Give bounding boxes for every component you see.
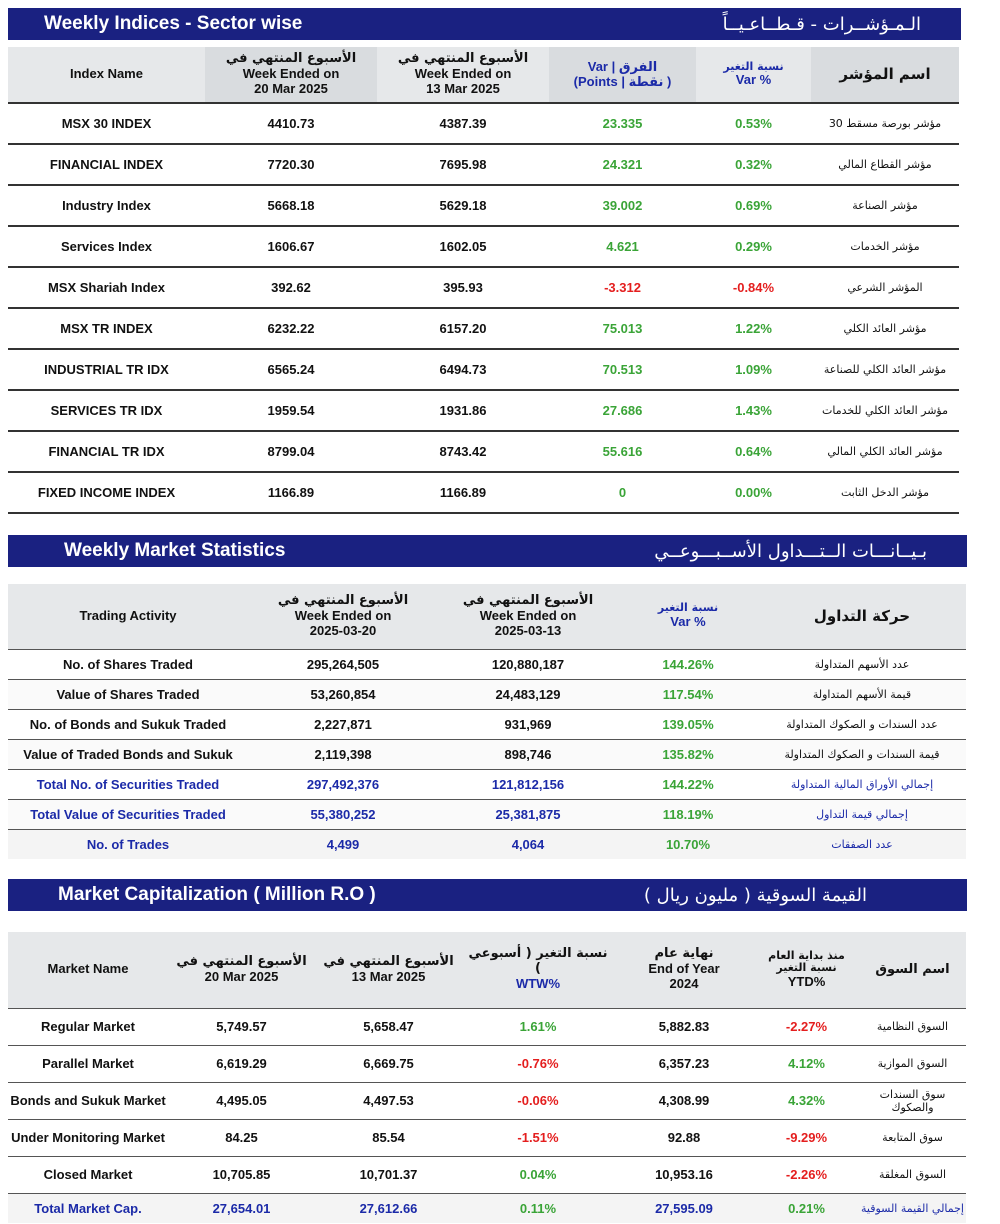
indices-banner bbox=[8, 8, 961, 40]
index-name: FIXED INCOME INDEX bbox=[8, 472, 205, 513]
index-week2-value: 1931.86 bbox=[377, 390, 549, 431]
index-var-points: 24.321 bbox=[549, 144, 696, 185]
index-week1-value: 392.62 bbox=[205, 267, 377, 308]
index-row bbox=[8, 103, 959, 144]
statistics-table bbox=[8, 584, 966, 859]
market-wtw-pct: -0.06% bbox=[462, 1082, 614, 1119]
market-week1-value: 84.25 bbox=[168, 1119, 315, 1156]
index-name: FINANCIAL INDEX bbox=[8, 144, 205, 185]
index-week2-value: 1166.89 bbox=[377, 472, 549, 513]
statistics-row bbox=[8, 739, 966, 769]
activity-name-ar: إجمالي الأوراق المالية المتداولة bbox=[758, 769, 966, 799]
market-week2-value: 85.54 bbox=[315, 1119, 462, 1156]
index-week1-value: 5668.18 bbox=[205, 185, 377, 226]
statistics-row bbox=[8, 829, 966, 859]
activity-week2-value: 898,746 bbox=[438, 739, 618, 769]
index-week1-value: 7720.30 bbox=[205, 144, 377, 185]
market-row bbox=[8, 1119, 966, 1156]
statistics-title-en: Weekly Market Statistics bbox=[64, 540, 286, 561]
market-wtw-pct: 1.61% bbox=[462, 1008, 614, 1045]
market-eoy-value: 6,357.23 bbox=[614, 1045, 754, 1082]
index-row bbox=[8, 431, 959, 472]
index-name: MSX 30 INDEX bbox=[8, 103, 205, 144]
statistics-row bbox=[8, 679, 966, 709]
index-var-points: 23.335 bbox=[549, 103, 696, 144]
index-week1-value: 1959.54 bbox=[205, 390, 377, 431]
index-row bbox=[8, 390, 959, 431]
index-var-points: -3.312 bbox=[549, 267, 696, 308]
activity-name: Total Value of Securities Traded bbox=[8, 799, 248, 829]
indices-title-en: Weekly Indices - Sector wise bbox=[44, 13, 303, 34]
index-var-points: 75.013 bbox=[549, 308, 696, 349]
market-row bbox=[8, 1156, 966, 1193]
col-activity-ar: حركة التداول bbox=[758, 584, 966, 649]
activity-week1-value: 55,380,252 bbox=[248, 799, 438, 829]
index-var-points: 55.616 bbox=[549, 431, 696, 472]
market-ytd-pct: 4.12% bbox=[754, 1045, 859, 1082]
activity-week2-value: 25,381,875 bbox=[438, 799, 618, 829]
col-name-ar: اسم المؤشر bbox=[811, 47, 959, 103]
activity-name: No. of Bonds and Sukuk Traded bbox=[8, 709, 248, 739]
index-row bbox=[8, 472, 959, 513]
index-row bbox=[8, 144, 959, 185]
index-var-pct: 1.22% bbox=[696, 308, 811, 349]
index-var-pct: -0.84% bbox=[696, 267, 811, 308]
market-cap-banner bbox=[8, 879, 967, 911]
index-week1-value: 6565.24 bbox=[205, 349, 377, 390]
index-var-pct: 0.29% bbox=[696, 226, 811, 267]
indices-header-row bbox=[8, 47, 959, 103]
activity-week2-value: 24,483,129 bbox=[438, 679, 618, 709]
statistics-banner bbox=[8, 535, 967, 567]
market-name-ar: سوق السندات والصكوك bbox=[859, 1082, 966, 1119]
index-week2-value: 5629.18 bbox=[377, 185, 549, 226]
index-name: INDUSTRIAL TR IDX bbox=[8, 349, 205, 390]
index-var-pct: 0.32% bbox=[696, 144, 811, 185]
index-name: Industry Index bbox=[8, 185, 205, 226]
market-name: Under Monitoring Market bbox=[8, 1119, 168, 1156]
market-row bbox=[8, 1008, 966, 1045]
activity-name-ar: قيمة السندات و الصكوك المتداولة bbox=[758, 739, 966, 769]
market-eoy-value: 10,953.16 bbox=[614, 1156, 754, 1193]
market-week2-value: 6,669.75 bbox=[315, 1045, 462, 1082]
index-var-pct: 1.09% bbox=[696, 349, 811, 390]
index-name: Services Index bbox=[8, 226, 205, 267]
statistics-row bbox=[8, 709, 966, 739]
index-var-points: 70.513 bbox=[549, 349, 696, 390]
col-var-pct: نسبة التغير Var % bbox=[618, 584, 758, 649]
market-row bbox=[8, 1193, 966, 1223]
index-week2-value: 395.93 bbox=[377, 267, 549, 308]
index-name: SERVICES TR IDX bbox=[8, 390, 205, 431]
activity-week1-value: 2,227,871 bbox=[248, 709, 438, 739]
activity-week2-value: 120,880,187 bbox=[438, 649, 618, 679]
market-name-ar: إجمالي القيمة السوقية bbox=[859, 1193, 966, 1223]
index-row bbox=[8, 308, 959, 349]
col-var-points: Var | الفرق (Points | نقطة ) bbox=[549, 47, 696, 103]
col-market-ar: اسم السوق bbox=[859, 932, 966, 1008]
index-var-points: 4.621 bbox=[549, 226, 696, 267]
activity-name: Total No. of Securities Traded bbox=[8, 769, 248, 799]
col-eoy: نهاية عام End of Year 2024 bbox=[614, 932, 754, 1008]
market-name: Closed Market bbox=[8, 1156, 168, 1193]
index-week1-value: 1606.67 bbox=[205, 226, 377, 267]
market-eoy-value: 4,308.99 bbox=[614, 1082, 754, 1119]
market-wtw-pct: 0.04% bbox=[462, 1156, 614, 1193]
activity-name: No. of Shares Traded bbox=[8, 649, 248, 679]
index-week2-value: 6494.73 bbox=[377, 349, 549, 390]
index-name-ar: المؤشر الشرعي bbox=[811, 267, 959, 308]
activity-var-pct: 118.19% bbox=[618, 799, 758, 829]
market-cap-header-row bbox=[8, 932, 966, 1008]
activity-week1-value: 295,264,505 bbox=[248, 649, 438, 679]
activity-week1-value: 297,492,376 bbox=[248, 769, 438, 799]
market-name: Bonds and Sukuk Market bbox=[8, 1082, 168, 1119]
index-name-ar: مؤشر العائد الكلي bbox=[811, 308, 959, 349]
index-name-ar: مؤشر الدخل الثابت bbox=[811, 472, 959, 513]
market-name: Regular Market bbox=[8, 1008, 168, 1045]
activity-var-pct: 10.70% bbox=[618, 829, 758, 859]
activity-name-ar: عدد السندات و الصكوك المتداولة bbox=[758, 709, 966, 739]
index-var-points: 27.686 bbox=[549, 390, 696, 431]
index-name: MSX Shariah Index bbox=[8, 267, 205, 308]
col-var-pct: نسبة التغير Var % bbox=[696, 47, 811, 103]
index-name-ar: مؤشر القطاع المالي bbox=[811, 144, 959, 185]
col-index-name: Index Name bbox=[8, 47, 205, 103]
statistics-row bbox=[8, 769, 966, 799]
market-wtw-pct: -1.51% bbox=[462, 1119, 614, 1156]
col-week1: الأسبوع المنتهي في 20 Mar 2025 bbox=[168, 932, 315, 1008]
activity-var-pct: 135.82% bbox=[618, 739, 758, 769]
market-week2-value: 5,658.47 bbox=[315, 1008, 462, 1045]
index-name-ar: مؤشر الخدمات bbox=[811, 226, 959, 267]
market-name-ar: السوق الموازية bbox=[859, 1045, 966, 1082]
market-eoy-value: 27,595.09 bbox=[614, 1193, 754, 1223]
activity-name-ar: إجمالي قيمة التداول bbox=[758, 799, 966, 829]
activity-var-pct: 139.05% bbox=[618, 709, 758, 739]
market-cap-title-ar: القيمة السوقية ( مليون ريال ) bbox=[643, 884, 867, 906]
activity-week1-value: 2,119,398 bbox=[248, 739, 438, 769]
index-var-pct: 0.00% bbox=[696, 472, 811, 513]
market-row bbox=[8, 1045, 966, 1082]
index-week2-value: 8743.42 bbox=[377, 431, 549, 472]
col-week2: الأسبوع المنتهي في 13 Mar 2025 bbox=[315, 932, 462, 1008]
market-week2-value: 10,701.37 bbox=[315, 1156, 462, 1193]
market-week2-value: 27,612.66 bbox=[315, 1193, 462, 1223]
index-week1-value: 6232.22 bbox=[205, 308, 377, 349]
col-week2: الأسبوع المنتهي في Week Ended on 2025-03-13 bbox=[438, 584, 618, 649]
market-name: Total Market Cap. bbox=[8, 1193, 168, 1223]
col-trading-activity: Trading Activity bbox=[8, 584, 248, 649]
index-var-pct: 1.43% bbox=[696, 390, 811, 431]
market-name-ar: السوق النظامية bbox=[859, 1008, 966, 1045]
market-name-ar: السوق المغلقة bbox=[859, 1156, 966, 1193]
index-var-pct: 0.69% bbox=[696, 185, 811, 226]
index-week1-value: 1166.89 bbox=[205, 472, 377, 513]
market-wtw-pct: -0.76% bbox=[462, 1045, 614, 1082]
activity-var-pct: 117.54% bbox=[618, 679, 758, 709]
col-ytd: منذ بداية العام نسبة التغير YTD% bbox=[754, 932, 859, 1008]
index-name-ar: مؤشر العائد الكلي المالي bbox=[811, 431, 959, 472]
statistics-row bbox=[8, 799, 966, 829]
activity-week2-value: 121,812,156 bbox=[438, 769, 618, 799]
activity-var-pct: 144.26% bbox=[618, 649, 758, 679]
activity-name: No. of Trades bbox=[8, 829, 248, 859]
col-wtw: نسبة التغير ( أسبوعي ) WTW% bbox=[462, 932, 614, 1008]
activity-name: Value of Traded Bonds and Sukuk bbox=[8, 739, 248, 769]
activity-week1-value: 4,499 bbox=[248, 829, 438, 859]
index-name-ar: مؤشر العائد الكلي للصناعة bbox=[811, 349, 959, 390]
col-week2: الأسبوع المنتهي في Week Ended on 13 Mar 2025 bbox=[377, 47, 549, 103]
market-eoy-value: 5,882.83 bbox=[614, 1008, 754, 1045]
market-week2-value: 4,497.53 bbox=[315, 1082, 462, 1119]
index-var-points: 39.002 bbox=[549, 185, 696, 226]
indices-table bbox=[8, 47, 959, 514]
activity-name-ar: عدد الصفقات bbox=[758, 829, 966, 859]
activity-week2-value: 931,969 bbox=[438, 709, 618, 739]
market-ytd-pct: 4.32% bbox=[754, 1082, 859, 1119]
activity-var-pct: 144.22% bbox=[618, 769, 758, 799]
market-ytd-pct: -2.27% bbox=[754, 1008, 859, 1045]
market-cap-title-en: Market Capitalization ( Million R.O ) bbox=[58, 884, 376, 905]
market-week1-value: 27,654.01 bbox=[168, 1193, 315, 1223]
market-week1-value: 10,705.85 bbox=[168, 1156, 315, 1193]
index-week2-value: 7695.98 bbox=[377, 144, 549, 185]
statistics-title-ar: بـيــانـــات الــتـــداول الأســبـــوعــي bbox=[654, 540, 927, 562]
index-var-points: 0 bbox=[549, 472, 696, 513]
index-week2-value: 4387.39 bbox=[377, 103, 549, 144]
index-var-pct: 0.53% bbox=[696, 103, 811, 144]
market-wtw-pct: 0.11% bbox=[462, 1193, 614, 1223]
market-ytd-pct: -9.29% bbox=[754, 1119, 859, 1156]
market-week1-value: 5,749.57 bbox=[168, 1008, 315, 1045]
index-row bbox=[8, 267, 959, 308]
activity-name-ar: عدد الأسهم المتداولة bbox=[758, 649, 966, 679]
index-week2-value: 6157.20 bbox=[377, 308, 549, 349]
index-name: FINANCIAL TR IDX bbox=[8, 431, 205, 472]
market-eoy-value: 92.88 bbox=[614, 1119, 754, 1156]
market-ytd-pct: -2.26% bbox=[754, 1156, 859, 1193]
statistics-header-row bbox=[8, 584, 966, 649]
statistics-row bbox=[8, 649, 966, 679]
index-row bbox=[8, 349, 959, 390]
index-week1-value: 8799.04 bbox=[205, 431, 377, 472]
market-cap-table bbox=[8, 932, 966, 1223]
market-week1-value: 4,495.05 bbox=[168, 1082, 315, 1119]
activity-name: Value of Shares Traded bbox=[8, 679, 248, 709]
market-name-ar: سوق المتابعة bbox=[859, 1119, 966, 1156]
index-name-ar: مؤشر العائد الكلي للخدمات bbox=[811, 390, 959, 431]
indices-title-ar: الـمـؤشــرات - قـطــاعـيــاً bbox=[722, 13, 921, 35]
activity-week2-value: 4,064 bbox=[438, 829, 618, 859]
index-name-ar: مؤشر الصناعة bbox=[811, 185, 959, 226]
index-name: MSX TR INDEX bbox=[8, 308, 205, 349]
activity-name-ar: قيمة الأسهم المتداولة bbox=[758, 679, 966, 709]
index-week2-value: 1602.05 bbox=[377, 226, 549, 267]
activity-week1-value: 53,260,854 bbox=[248, 679, 438, 709]
market-name: Parallel Market bbox=[8, 1045, 168, 1082]
index-row bbox=[8, 185, 959, 226]
market-week1-value: 6,619.29 bbox=[168, 1045, 315, 1082]
index-row bbox=[8, 226, 959, 267]
market-ytd-pct: 0.21% bbox=[754, 1193, 859, 1223]
market-row bbox=[8, 1082, 966, 1119]
col-week1: الأسبوع المنتهي في Week Ended on 2025-03-20 bbox=[248, 584, 438, 649]
index-name-ar: مؤشر بورصة مسقط 30 bbox=[811, 103, 959, 144]
col-market-name: Market Name bbox=[8, 932, 168, 1008]
index-week1-value: 4410.73 bbox=[205, 103, 377, 144]
index-var-pct: 0.64% bbox=[696, 431, 811, 472]
col-week1: الأسبوع المنتهي في Week Ended on 20 Mar 2025 bbox=[205, 47, 377, 103]
